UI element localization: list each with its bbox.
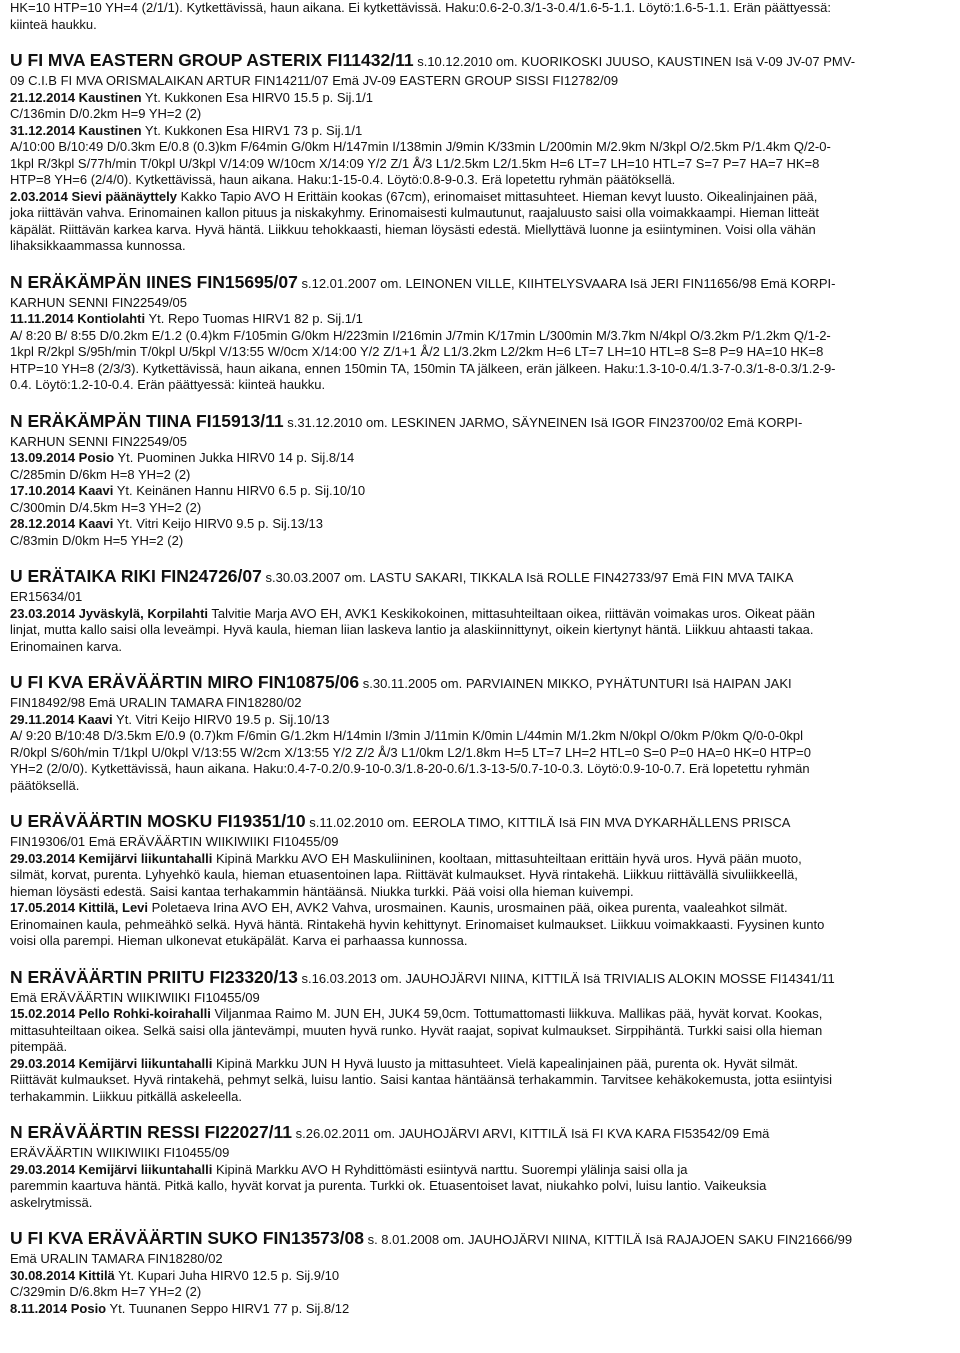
dog-heading: [10, 1121, 950, 1145]
dog-name: N ERÄKÄMPÄN IINES FIN15695/07: [10, 271, 298, 292]
event-line: [10, 189, 950, 206]
event-result: 1kpl R/3kpl S/77h/min T/0kpl U/3kpl V/14:09 W/10cm X/14:09 Y/2 Z/1 Å/3 L1/2.5km L2/1.5km H=6 LT=7 LH=10 HTL=7 S=7 P=7 HA=7 HK=8: [10, 155, 820, 171]
event-info: Viljanmaa Raimo M. JUN EH, JUK4 59,0cm. Tottumattomasti liikkuva. Mallikas pää, hyvät korvat. Kookas,: [210, 1006, 823, 1021]
dog-details: s. 8.01.2008 om. JAUHOJÄRVI NIINA, KITTILÄ Isä RAJAJOEN SAKU FIN21666/99: [363, 1232, 853, 1247]
dog-parents: 09 C.I.B FI MVA ORISMALAIKAN ARTUR FIN14211/07 Emä JV-09 EASTERN GROUP SISSI FI12782/09: [10, 73, 619, 88]
event-date-place: 28.12.2014 Kaavi: [10, 516, 114, 531]
dog-parents: Emä ERÄVÄÄRTIN WIIKIWIIKI FI10455/09: [10, 989, 260, 1005]
dog-name: U ERÄVÄÄRTIN MOSKU FI19351/10: [10, 811, 306, 831]
event-line: [10, 516, 950, 533]
event-result: C/136min D/0.2km H=9 YH=2 (2): [10, 106, 202, 121]
event-line: [10, 123, 950, 140]
event-info: Yt. Puominen Jukka HIRV0 14 p. Sij.8/14: [114, 450, 355, 465]
dog-heading: [10, 49, 950, 73]
dog-parents: KARHUN SENNI FIN22549/05: [10, 433, 188, 449]
dog-heading: [10, 271, 950, 295]
event-result: voisi olla parempi. Hieman ulkonevat etukäpälät. Karva ei parhaassa kunnossa.: [10, 933, 468, 948]
event-line: [10, 712, 950, 729]
dog-entry: [10, 1121, 950, 1211]
dog-name: U FI KVA ERÄVÄÄRTIN MIRO FIN10875/06: [10, 672, 360, 692]
dog-name: N ERÄVÄÄRTIN PRIITU FI23320/13: [10, 966, 298, 987]
event-line: [10, 450, 950, 467]
event-date-place: 17.05.2014 Kittilä, Levi: [10, 900, 149, 915]
event-result: hieman löysästi edestä. Saisi kantaa terhakammin häntäänsä. Niukka turkki. Pää voisi olla hieman kuivempi.: [10, 883, 634, 899]
event-line: [10, 1268, 950, 1285]
event-info: Kakko Tapio AVO H Erittäin kookas (67cm), erinomaiset mittasuhteet. Hieman kevyt luusto. Oikealinjainen pää,: [176, 188, 818, 204]
event-result: pitempää.: [10, 1039, 68, 1054]
event-info: Talvitie Marja AVO EH, AVK1 Keskikokoinen, mittasuhteiltaan oikea, riittävän voimakas uros. Oikeat pään: [208, 605, 815, 621]
event-info: Kipinä Markku JUN H Hyvä luusto ja mittasuhteet. Vielä kapealinjainen pää, purenta ok. Hyvät silmät.: [212, 1055, 799, 1071]
event-result: A/10:00 B/10:49 D/0.3km E/0.8 (0.3)km F/64min G/0km H/147min I/138min J/9min K/33min L/200min M/2.9km N/3kpl O/2.5km P/1.4km Q/2-0-: [10, 139, 831, 154]
dog-heading: [10, 410, 950, 434]
event-info: Yt. Repo Tuomas HIRV1 82 p. Sij.1/1: [145, 311, 363, 326]
dog-heading: [10, 966, 950, 990]
event-result: 0.4. Löytö:1.2-10-0.4. Erän päättyessä: kiinteä haukku.: [10, 377, 326, 392]
event-info: Yt. Vitri Keijo HIRV0 19.5 p. Sij.10/13: [112, 711, 330, 727]
event-date-place: 31.12.2014 Kaustinen: [10, 122, 142, 138]
text-line: kiinteä haukku.: [10, 16, 97, 32]
event-line: [10, 311, 950, 328]
dog-heading: [10, 671, 950, 695]
event-result: HTP=8 YH=6 (2/4/0). Kytkettävissä, haun aikana. Haku:1-15-0.4. Löytö:0.8-9-0.3. Erä lopetettu ryhmän päätöksellä.: [10, 172, 676, 187]
event-result: Erinomainen karva.: [10, 638, 122, 654]
event-date-place: 29.03.2014 Kemijärvi liikuntahalli: [10, 1055, 213, 1071]
event-result: 1kpl R/2kpl S/95h/min T/0kpl U/5kpl V/13:55 W/0cm X/14:00 Y/2 Z/1+1 Å/2 L1/3.2km L2/2km H=6 LT=7 LH=10 HTL=8 S=8 P=9 HA=10 HK=8: [10, 344, 824, 359]
event-result: C/300min D/4.5km H=3 YH=2 (2): [10, 499, 202, 515]
event-info: Yt. Kupari Juha HIRV0 12.5 p. Sij.9/10: [114, 1267, 340, 1283]
event-line: [10, 606, 950, 623]
event-date-place: 11.11.2014 Kontiolahti: [10, 311, 146, 326]
event-result: linjat, mutta kallo saisi olla leveämpi. Hyvä kaula, hieman liian laskeva lantio ja alaskiinnittynyt, oikein kiertynyt häntä. Liikkuu ahtaasti takaa.: [10, 622, 814, 637]
event-line: [10, 900, 950, 917]
continued-text: [10, 0, 950, 33]
dog-entry: [10, 1227, 950, 1317]
dog-parents: Emä URALIN TAMARA FIN18280/02: [10, 1251, 223, 1266]
dog-heading: [10, 1227, 950, 1251]
event-date-place: 2.03.2014 Sievi päänäyttely: [10, 188, 177, 204]
event-info: Yt. Kukkonen Esa HIRV1 73 p. Sij.1/1: [141, 122, 363, 138]
dog-parents: ERÄVÄÄRTIN WIIKIWIIKI FI10455/09: [10, 1145, 230, 1160]
event-date-place: 30.08.2014 Kittilä: [10, 1267, 115, 1283]
event-info: Yt. Vitri Keijo HIRV0 9.5 p. Sij.13/13: [113, 516, 323, 531]
dog-entry: [10, 810, 950, 950]
dog-details: s.16.03.2013 om. JAUHOJÄRVI NIINA, KITTILÄ Isä TRIVIALIS ALOKIN MOSSE FI14341/11: [297, 970, 835, 986]
event-date-place: 29.03.2014 Kemijärvi liikuntahalli: [10, 850, 213, 866]
text-line: HK=10 HTP=10 YH=4 (2/1/1). Kytkettävissä, haun aikana. Ei kytkettävissä. Haku:0.6-2-0.3/1-3-0.4/1.6-5-1.1. Löytö:1.6-5-1.1. Erän päättyessä:: [10, 0, 832, 15]
event-date-place: 17.10.2014 Kaavi: [10, 483, 114, 498]
dog-entry: [10, 410, 950, 550]
event-line: [10, 1006, 950, 1023]
event-info: Yt. Keinänen Hannu HIRV0 6.5 p. Sij.10/10: [113, 483, 366, 498]
dog-entry: [10, 565, 950, 655]
dog-details: s.26.02.2011 om. JAUHOJÄRVI ARVI, KITTILÄ Isä FI KVA KARA FI53542/09 Emä: [292, 1126, 770, 1141]
dog-details: s.31.12.2010 om. LESKINEN JARMO, SÄYNEINEN Isä IGOR FIN23700/02 Emä KORPI-: [283, 414, 803, 430]
event-result: YH=2 (2/0/0). Kytkettävissä, haun aikana. Haku:0.4-7-0.2/0.9-10-0.3/1.8-20-0.6/1.3-13-5/0.7-10-0.3. Löytö:0.9-10-0.7. Erä lopetettu ryhmän: [10, 761, 810, 776]
event-date-place: 29.03.2014 Kemijärvi liikuntahalli: [10, 1161, 213, 1177]
dog-details: s.30.03.2007 om. LASTU SAKARI, TIKKALA Isä ROLLE FIN42733/97 Emä FIN MVA TAIKA: [261, 570, 794, 585]
event-line: [10, 90, 950, 107]
event-result: mittasuhteiltaan oikea. Selkä saisi olla jäntevämpi, muuten hyvä runko. Hyvät raajat, sopivat kulmaukset. Sirppihäntä. Turkki saisi olla hieman: [10, 1022, 823, 1038]
dog-details: s.30.11.2005 om. PARVIAINEN MIKKO, PYHÄTUNTURI Isä HAIPAN JAKI: [359, 676, 792, 691]
event-result: käpälät. Riittävän karkea karva. Hyvä häntä. Liikkuu tehokkaasti, hieman löysästi edestä. Miellyttävä luonne ja esiintyminen. Voisi olla vähän: [10, 221, 816, 237]
event-info: Kipinä Markku AVO EH Maskuliininen, kooltaan, mittasuhteiltaan erittäin hyvä uros. Hyvä pään muoto,: [212, 850, 802, 866]
event-info: Yt. Tuunanen Seppo HIRV1 77 p. Sij.8/12: [106, 1300, 350, 1316]
dog-entry: [10, 49, 950, 255]
dog-heading: [10, 565, 950, 589]
event-line: [10, 1056, 950, 1073]
event-line: [10, 1162, 950, 1179]
dog-parents: FIN19306/01 Emä ERÄVÄÄRTIN WIIKIWIIKI FI10455/09: [10, 834, 339, 849]
event-result: C/83min D/0km H=5 YH=2 (2): [10, 532, 184, 548]
event-info: Poletaeva Irina AVO EH, AVK2 Vahva, urosmainen. Kaunis, urosmainen pää, oikea purenta, vaaleahkot silmät.: [148, 900, 788, 915]
event-result: lihaksikkaammassa kunnossa.: [10, 238, 186, 253]
dog-details: s.10.12.2010 om. KUORIKOSKI JUUSO, KAUSTINEN Isä V-09 JV-07 PMV-: [413, 54, 856, 69]
event-result: R/0kpl S/60h/min T/1kpl U/0kpl V/13:55 W/2cm X/13:55 Y/2 Z/2 Å/3 L1/0km L2/1.8km H=5 LT=7 LH=2 HTL=0 S=0 P=0 HA=0 HK=0 HTP=0: [10, 744, 812, 760]
event-result: A/ 8:20 B/ 8:55 D/0.2km E/1.2 (0.4)km F/105min G/0km H/223min I/216min J/7min K/17min L/300min M/3.7km N/4kpl O/3.2km P/1.2km Q/1-2-: [10, 327, 831, 343]
event-info: Yt. Kukkonen Esa HIRV0 15.5 p. Sij.1/1: [141, 89, 374, 105]
dog-name: U ERÄTAIKA RIKI FIN24726/07: [10, 566, 262, 586]
event-line: [10, 483, 950, 500]
dog-parents: KARHUN SENNI FIN22549/05: [10, 294, 188, 310]
event-date-place: 15.02.2014 Pello Rohki-koirahalli: [10, 1006, 211, 1021]
event-result: silmät, korvat, purenta. Lyhyehkö kaula, hieman etuasentoinen lapa. Riittävät kulmaukset. Hyvä rintakehä. Liikkuu riittävällä sivuliikkeellä,: [10, 867, 798, 882]
dog-name: N ERÄVÄÄRTIN RESSI FI22027/11: [10, 1122, 293, 1142]
dog-entry: [10, 966, 950, 1106]
event-date-place: 8.11.2014 Posio: [10, 1300, 107, 1316]
event-result: HTP=10 YH=8 (2/3/3). Kytkettävissä, haun aikana, ennen 150min TA, 150min TA jälkeen, erän jälkeen. Haku:1.3-10-0.4/1.3-7-0.3/1-8-0.3/1.2-9-: [10, 360, 836, 376]
dog-name: U FI KVA ERÄVÄÄRTIN SUKO FIN13573/08: [10, 1228, 364, 1248]
dog-name: N ERÄKÄMPÄN TIINA FI15913/11: [10, 410, 284, 431]
event-date-place: 13.09.2014 Posio: [10, 450, 115, 465]
dog-parents: ER15634/01: [10, 589, 83, 604]
event-result: C/329min D/6.8km H=7 YH=2 (2): [10, 1284, 202, 1299]
dog-details: s.12.01.2007 om. LEINONEN VILLE, KIIHTELYSVAARA Isä JERI FIN11656/98 Emä KORPI-: [297, 275, 836, 291]
event-result: Riittävät kulmaukset. Hyvä rintakehä, pehmyt selkä, luisu lantio. Saisi kantaa häntäänsä terhakammin. Tarvitsee kehäkokemusta, jotta esiintyisi: [10, 1072, 833, 1087]
event-result: paremmin kaartuva häntä. Pitkä kallo, hyvät korvat ja purenta. Turkki ok. Etuasentoiset lavat, niukahko polvi, luisu lantio. Vaikeuksia: [10, 1178, 767, 1193]
dog-parents: FIN18492/98 Emä URALIN TAMARA FIN18280/02: [10, 695, 302, 710]
event-result: askelrytmissä.: [10, 1194, 93, 1210]
event-result: päätöksellä.: [10, 777, 80, 793]
event-result: A/ 9:20 B/10:48 D/3.5km E/0.9 (0.7)km F/6min G/1.2km H/14min I/3min J/11min K/0min L/44min M/1.2km N/0kpl O/0km P/0km Q/0-0-0kpl: [10, 728, 804, 743]
event-line: [10, 851, 950, 868]
dog-name: U FI MVA EASTERN GROUP ASTERIX FI11432/11: [10, 50, 414, 70]
event-result: C/285min D/6km H=8 YH=2 (2): [10, 466, 191, 482]
event-info: Kipinä Markku AVO H Ryhdittömästi esiintyvä narttu. Suorempi ylälinja saisi olla ja: [212, 1161, 688, 1177]
event-result: joka riittävän vahva. Erinomainen kallon pituus ja niskakyhmy. Erinomaisesti kulmautunut, raajaluusto saisi olla voimakkaampi. Hieman litteät: [10, 205, 820, 220]
event-line: [10, 1301, 950, 1318]
event-date-place: 23.03.2014 Jyväskylä, Korpilahti: [10, 605, 209, 621]
dog-heading: [10, 810, 950, 834]
event-result: terhakammin. Liikkuu pitkällä askeleella.: [10, 1088, 242, 1104]
dog-entry: [10, 671, 950, 794]
dog-entry: [10, 271, 950, 394]
event-result: Erinomainen kaula, pehmeähkö selkä. Hyvä häntä. Rintakehä hyvin kehittynyt. Erinomaiset kulmaukset. Liikkuu voimakkaasti. Fyysinen kunto: [10, 916, 825, 932]
event-date-place: 29.11.2014 Kaavi: [10, 711, 113, 727]
event-date-place: 21.12.2014 Kaustinen: [10, 89, 142, 105]
dog-details: s.11.02.2010 om. EEROLA TIMO, KITTILÄ Isä FIN MVA DYKARHÄLLENS PRISCA: [305, 815, 791, 830]
